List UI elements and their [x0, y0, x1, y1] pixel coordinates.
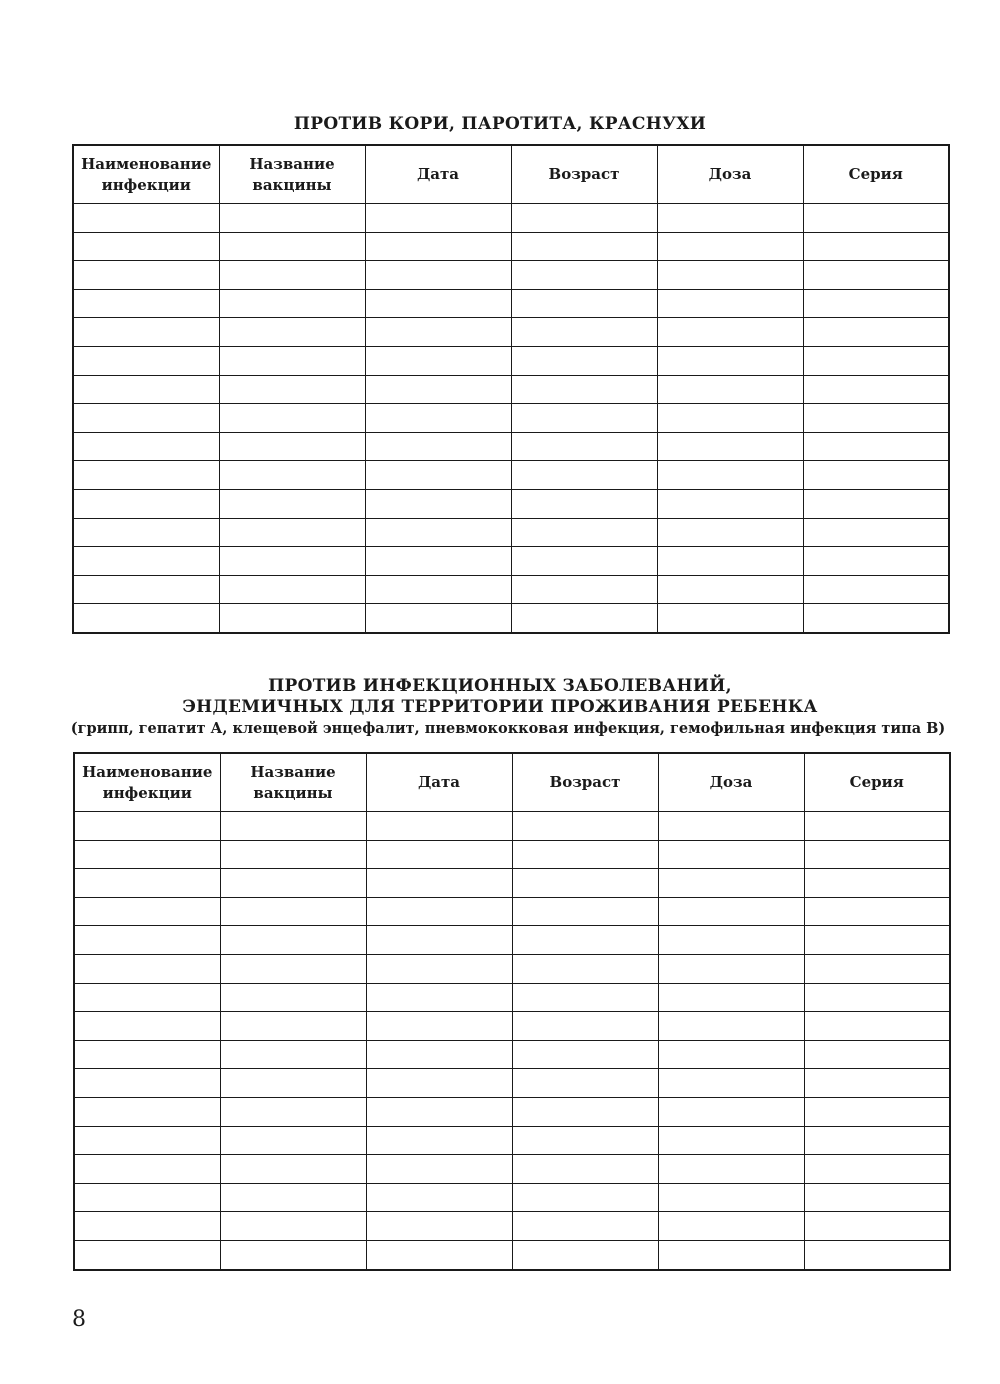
- empty-cell: [220, 1069, 366, 1098]
- empty-cell: [512, 1155, 658, 1184]
- empty-cell: [219, 289, 365, 318]
- table-row: [74, 983, 950, 1012]
- empty-cell: [366, 926, 512, 955]
- empty-cell: [220, 1126, 366, 1155]
- empty-cell: [219, 346, 365, 375]
- empty-cell: [366, 1012, 512, 1041]
- empty-cell: [219, 432, 365, 461]
- empty-cell: [219, 261, 365, 290]
- empty-cell: [803, 375, 949, 404]
- section2-title-line1: ПРОТИВ ИНФЕКЦИОННЫХ ЗАБОЛЕВАНИЙ,: [268, 676, 732, 696]
- empty-cell: [804, 897, 950, 926]
- empty-cell: [219, 461, 365, 490]
- empty-cell: [365, 232, 511, 261]
- empty-cell: [219, 547, 365, 576]
- table-row: [73, 518, 949, 547]
- table-row: [74, 1097, 950, 1126]
- table-row: [73, 232, 949, 261]
- empty-cell: [73, 289, 219, 318]
- empty-cell: [512, 926, 658, 955]
- empty-cell: [73, 404, 219, 433]
- empty-cell: [73, 518, 219, 547]
- empty-cell: [73, 547, 219, 576]
- empty-cell: [803, 604, 949, 633]
- empty-cell: [512, 1097, 658, 1126]
- empty-cell: [73, 318, 219, 347]
- table-header-row: [73, 145, 949, 204]
- empty-cell: [512, 897, 658, 926]
- empty-cell: [366, 840, 512, 869]
- empty-cell: [512, 1040, 658, 1069]
- empty-cell: [658, 983, 804, 1012]
- empty-cell: [365, 432, 511, 461]
- empty-cell: [219, 404, 365, 433]
- table-row: [73, 261, 949, 290]
- empty-cell: [365, 575, 511, 604]
- empty-cell: [803, 404, 949, 433]
- table-body: [73, 204, 949, 633]
- empty-cell: [657, 204, 803, 233]
- empty-cell: [511, 547, 657, 576]
- empty-cell: [804, 840, 950, 869]
- empty-cell: [512, 869, 658, 898]
- empty-cell: [804, 1069, 950, 1098]
- empty-cell: [366, 869, 512, 898]
- empty-cell: [366, 1097, 512, 1126]
- empty-cell: [366, 1040, 512, 1069]
- empty-cell: [511, 375, 657, 404]
- table-row: [74, 1126, 950, 1155]
- empty-cell: [219, 232, 365, 261]
- empty-cell: [365, 404, 511, 433]
- table-row: [74, 1040, 950, 1069]
- empty-cell: [365, 289, 511, 318]
- empty-cell: [74, 1212, 220, 1241]
- column-vaccine-name: Название вакцины: [219, 145, 365, 204]
- table-row: [73, 289, 949, 318]
- column-age: Возраст: [511, 145, 657, 204]
- empty-cell: [73, 232, 219, 261]
- column-dose: Доза: [657, 145, 803, 204]
- column-series: Серия: [804, 753, 950, 812]
- table-row: [73, 318, 949, 347]
- empty-cell: [803, 261, 949, 290]
- empty-cell: [219, 489, 365, 518]
- table-row: [74, 1240, 950, 1269]
- empty-cell: [74, 1183, 220, 1212]
- column-dose: Доза: [658, 753, 804, 812]
- empty-cell: [511, 432, 657, 461]
- empty-cell: [511, 518, 657, 547]
- table-row: [74, 1183, 950, 1212]
- empty-cell: [511, 346, 657, 375]
- empty-cell: [658, 1097, 804, 1126]
- table-row: [74, 812, 950, 841]
- empty-cell: [73, 432, 219, 461]
- empty-cell: [511, 261, 657, 290]
- empty-cell: [512, 1212, 658, 1241]
- empty-cell: [73, 461, 219, 490]
- table-body: [74, 812, 950, 1270]
- empty-cell: [220, 869, 366, 898]
- empty-cell: [658, 1069, 804, 1098]
- empty-cell: [511, 204, 657, 233]
- empty-cell: [511, 575, 657, 604]
- column-infection-name: Наименование инфекции: [73, 145, 219, 204]
- empty-cell: [803, 204, 949, 233]
- empty-cell: [74, 812, 220, 841]
- empty-cell: [74, 869, 220, 898]
- empty-cell: [657, 489, 803, 518]
- empty-cell: [220, 812, 366, 841]
- section2-subtitle: (грипп, гепатит А, клещевой энцефалит, пневмококковая инфекция, гемофильная инфекция типа B): [70, 720, 946, 737]
- empty-cell: [657, 261, 803, 290]
- empty-cell: [74, 954, 220, 983]
- empty-cell: [74, 840, 220, 869]
- table-row: [73, 575, 949, 604]
- empty-cell: [511, 232, 657, 261]
- table-row: [74, 1155, 950, 1184]
- column-date: Дата: [366, 753, 512, 812]
- empty-cell: [74, 1097, 220, 1126]
- table-row: [73, 204, 949, 233]
- empty-cell: [657, 404, 803, 433]
- empty-cell: [219, 375, 365, 404]
- empty-cell: [366, 1069, 512, 1098]
- empty-cell: [220, 1212, 366, 1241]
- empty-cell: [74, 983, 220, 1012]
- empty-cell: [803, 547, 949, 576]
- empty-cell: [219, 318, 365, 347]
- table-row: [74, 954, 950, 983]
- empty-cell: [511, 404, 657, 433]
- empty-cell: [658, 954, 804, 983]
- table-row: [73, 547, 949, 576]
- empty-cell: [804, 926, 950, 955]
- empty-cell: [365, 547, 511, 576]
- endemic-infections-table: [73, 752, 951, 1271]
- column-infection-name: Наименование инфекции: [74, 753, 220, 812]
- empty-cell: [803, 346, 949, 375]
- empty-cell: [74, 1040, 220, 1069]
- empty-cell: [657, 547, 803, 576]
- empty-cell: [74, 926, 220, 955]
- empty-cell: [365, 518, 511, 547]
- empty-cell: [512, 1126, 658, 1155]
- table-row: [74, 926, 950, 955]
- empty-cell: [74, 1155, 220, 1184]
- empty-cell: [804, 1212, 950, 1241]
- empty-cell: [512, 1012, 658, 1041]
- empty-cell: [366, 897, 512, 926]
- empty-cell: [73, 346, 219, 375]
- column-series: Серия: [803, 145, 949, 204]
- empty-cell: [511, 461, 657, 490]
- empty-cell: [220, 1012, 366, 1041]
- empty-cell: [511, 489, 657, 518]
- empty-cell: [803, 318, 949, 347]
- table-row: [74, 1012, 950, 1041]
- empty-cell: [73, 604, 219, 633]
- empty-cell: [803, 489, 949, 518]
- empty-cell: [658, 897, 804, 926]
- empty-cell: [365, 375, 511, 404]
- empty-cell: [803, 461, 949, 490]
- empty-cell: [219, 604, 365, 633]
- empty-cell: [220, 1040, 366, 1069]
- empty-cell: [657, 518, 803, 547]
- empty-cell: [74, 897, 220, 926]
- empty-cell: [73, 575, 219, 604]
- empty-cell: [658, 1212, 804, 1241]
- empty-cell: [220, 1155, 366, 1184]
- empty-cell: [73, 489, 219, 518]
- empty-cell: [658, 1240, 804, 1269]
- empty-cell: [220, 983, 366, 1012]
- empty-cell: [803, 289, 949, 318]
- empty-cell: [803, 575, 949, 604]
- empty-cell: [657, 575, 803, 604]
- empty-cell: [804, 1183, 950, 1212]
- empty-cell: [658, 1012, 804, 1041]
- empty-cell: [512, 1240, 658, 1269]
- empty-cell: [73, 204, 219, 233]
- table-row: [73, 604, 949, 633]
- empty-cell: [74, 1240, 220, 1269]
- empty-cell: [658, 1155, 804, 1184]
- measles-mumps-rubella-table: [72, 144, 950, 634]
- empty-cell: [657, 461, 803, 490]
- empty-cell: [512, 954, 658, 983]
- empty-cell: [366, 1212, 512, 1241]
- empty-cell: [511, 289, 657, 318]
- table-row: [74, 840, 950, 869]
- empty-cell: [220, 840, 366, 869]
- page-number: 8: [72, 1307, 86, 1332]
- empty-cell: [658, 1126, 804, 1155]
- table-row: [73, 432, 949, 461]
- empty-cell: [365, 318, 511, 347]
- empty-cell: [658, 1040, 804, 1069]
- empty-cell: [219, 204, 365, 233]
- empty-cell: [365, 261, 511, 290]
- empty-cell: [803, 518, 949, 547]
- empty-cell: [73, 261, 219, 290]
- empty-cell: [658, 812, 804, 841]
- empty-cell: [220, 897, 366, 926]
- empty-cell: [365, 204, 511, 233]
- empty-cell: [220, 1097, 366, 1126]
- empty-cell: [366, 954, 512, 983]
- table-row: [74, 1069, 950, 1098]
- empty-cell: [804, 1097, 950, 1126]
- empty-cell: [657, 346, 803, 375]
- empty-cell: [74, 1126, 220, 1155]
- empty-cell: [804, 1012, 950, 1041]
- empty-cell: [804, 812, 950, 841]
- empty-cell: [512, 983, 658, 1012]
- empty-cell: [366, 983, 512, 1012]
- empty-cell: [804, 1040, 950, 1069]
- column-vaccine-name: Название вакцины: [220, 753, 366, 812]
- empty-cell: [74, 1012, 220, 1041]
- empty-cell: [804, 1126, 950, 1155]
- empty-cell: [366, 812, 512, 841]
- empty-cell: [365, 461, 511, 490]
- empty-cell: [366, 1155, 512, 1184]
- empty-cell: [511, 604, 657, 633]
- empty-cell: [803, 232, 949, 261]
- table-row: [73, 375, 949, 404]
- empty-cell: [658, 1183, 804, 1212]
- empty-cell: [657, 232, 803, 261]
- empty-cell: [220, 926, 366, 955]
- table-row: [74, 897, 950, 926]
- column-age: Возраст: [512, 753, 658, 812]
- empty-cell: [657, 604, 803, 633]
- empty-cell: [366, 1183, 512, 1212]
- empty-cell: [657, 375, 803, 404]
- empty-cell: [804, 869, 950, 898]
- table-row: [73, 404, 949, 433]
- empty-cell: [804, 1155, 950, 1184]
- empty-cell: [657, 318, 803, 347]
- empty-cell: [658, 926, 804, 955]
- empty-cell: [657, 432, 803, 461]
- empty-cell: [512, 1183, 658, 1212]
- empty-cell: [365, 489, 511, 518]
- empty-cell: [804, 1240, 950, 1269]
- section1-title: ПРОТИВ КОРИ, ПАРОТИТА, КРАСНУХИ: [293, 114, 707, 134]
- table-row: [73, 461, 949, 490]
- empty-cell: [657, 289, 803, 318]
- empty-cell: [366, 1240, 512, 1269]
- empty-cell: [512, 812, 658, 841]
- empty-cell: [219, 518, 365, 547]
- empty-cell: [366, 1126, 512, 1155]
- empty-cell: [220, 1240, 366, 1269]
- empty-cell: [803, 432, 949, 461]
- empty-cell: [219, 575, 365, 604]
- empty-cell: [220, 954, 366, 983]
- empty-cell: [511, 318, 657, 347]
- empty-cell: [74, 1069, 220, 1098]
- empty-cell: [73, 375, 219, 404]
- table-header-row: [74, 753, 950, 812]
- empty-cell: [220, 1183, 366, 1212]
- empty-cell: [365, 346, 511, 375]
- empty-cell: [512, 1069, 658, 1098]
- table-row: [73, 346, 949, 375]
- empty-cell: [804, 983, 950, 1012]
- empty-cell: [658, 840, 804, 869]
- table-row: [74, 869, 950, 898]
- table-row: [73, 489, 949, 518]
- section2-title-line2: ЭНДЕМИЧНЫХ ДЛЯ ТЕРРИТОРИИ ПРОЖИВАНИЯ РЕБЕНКА: [182, 697, 818, 717]
- empty-cell: [804, 954, 950, 983]
- table-row: [74, 1212, 950, 1241]
- column-date: Дата: [365, 145, 511, 204]
- empty-cell: [658, 869, 804, 898]
- empty-cell: [365, 604, 511, 633]
- empty-cell: [512, 840, 658, 869]
